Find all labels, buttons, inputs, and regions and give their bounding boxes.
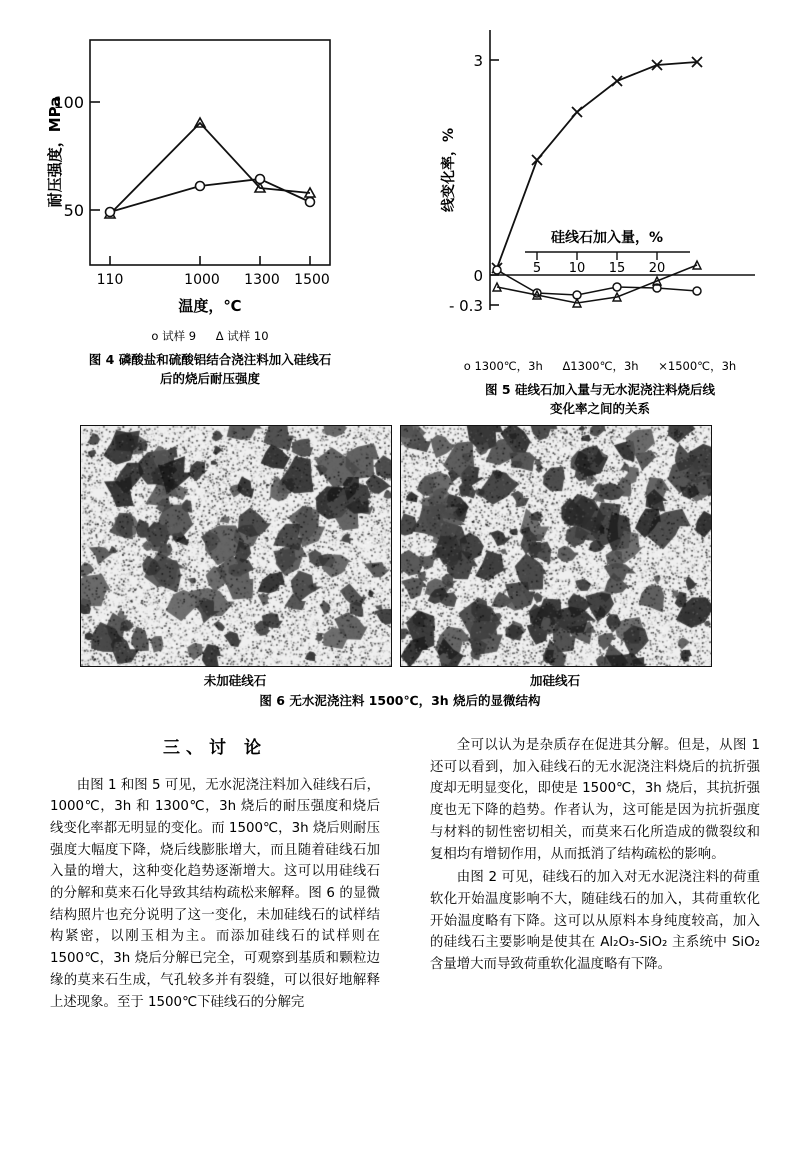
figure-4-legend-item-1: Δ 试样 10 <box>215 329 269 343</box>
figure-5-caption-line-2: 变化率之间的关系 <box>549 401 650 416</box>
figure-4-legend-item-0: o 试样 9 <box>151 329 197 343</box>
figure-4-caption-line-2: 后的烧后耐压强度 <box>159 371 260 386</box>
svg-text:15: 15 <box>608 261 626 276</box>
figure-4-svg <box>30 30 390 320</box>
figure-5-legend-item-1: Δ1300℃，3h <box>562 359 639 373</box>
figure-5-legend-item-2: ×1500℃，3h <box>658 359 737 373</box>
figure-5-ylabel: 线变化率，% <box>441 127 457 213</box>
body-column-left <box>50 735 380 1013</box>
micrograph-right-label: 加硅线石 <box>529 673 580 688</box>
figures-row <box>0 20 800 420</box>
svg-text:50: 50 <box>63 201 84 220</box>
svg-text:110: 110 <box>96 272 124 288</box>
figure-5-plot <box>415 20 785 354</box>
svg-text:5: 5 <box>532 261 542 276</box>
paragraph-right-2: 由图 2 可见，硅线石的加入对无水泥浇注料的荷重软化开始温度影响不大，随硅线石的加入，其荷重软化开始温度略有下降。这可以从原料本身纯度较高，加入的硅线石主要影响是使其在 Al₂O₃-SiO₂ 主系统中 SiO₂ 含量增大而导致荷重软化温度略有下降。 <box>430 870 760 973</box>
svg-text:10: 10 <box>568 261 586 276</box>
body-columns <box>50 735 760 1135</box>
figure-5-svg <box>415 20 785 350</box>
figure-4-legend <box>30 328 390 345</box>
svg-text:1500: 1500 <box>294 272 330 288</box>
paragraph-right-1: 全可以认为是杂质存在促进其分解。但是，从图 1 还可以看到，加入硅线石的无水泥浇注料烧后的抗折强度却无明显变化，即使是 1500℃，3h 烧后，其抗折强度也无下降的趋势。作者认为，这可能是因为抗折强度与材料的韧性密切相关，而莫来石化所造成的微裂纹和复相均有增韧作用，从而抵消了结构疏松的影响。 <box>430 738 760 862</box>
figure-5-xlabel: 硅线石加入量，% <box>550 230 664 246</box>
figure-4 <box>30 30 390 389</box>
svg-text:100: 100 <box>53 93 84 112</box>
figure-5-legend <box>415 358 785 375</box>
figure-4-ylabel: 耐压强度，MPa <box>46 96 64 208</box>
body-column-right <box>430 735 760 976</box>
micrograph-with-sillimanite <box>400 425 712 667</box>
svg-text:1000: 1000 <box>184 272 220 288</box>
figure-5-caption-line-1: 图 5 硅线石加入量与无水泥浇注料烧后线 <box>485 382 715 398</box>
micrograph-without-sillimanite <box>80 425 392 667</box>
figure-4-xlabel: 温度，℃ <box>178 297 242 315</box>
figure-4-caption <box>30 351 390 389</box>
svg-text:3: 3 <box>473 52 483 70</box>
paragraph-left-1: 由图 1 和图 5 可见，无水泥浇注料加入硅线石后，1000℃，3h 和 1300℃，3h 烧后的耐压强度和烧后线变化率都无明显的变化。而 1500℃，3h 烧后则耐压强度大幅度下降，烧后线膨胀增大，而且随着硅线石加入量的增大，这种变化趋势逐渐增大。这可以用硅线石的分解和莫来石化导致其结构疏松来解释。图 6 的显微结构照片也充分说明了这一变化，未加硅线石的试样结构紧密，以刚玉相为主。而添加硅线石的试样则在 1500℃，3h 烧后分解已完全，可观察到基质和颗粒边缘的莫来石生成，气孔较多并有裂缝，可以很好地解释上述现象。至于 1500℃下硅线石的分解完 <box>50 777 380 1010</box>
figure-4-plot <box>30 30 390 324</box>
figure-4-caption-line-1: 图 4 磷酸盐和硫酸铝结合浇注料加入硅线石 <box>88 352 332 368</box>
svg-text:0: 0 <box>473 267 483 285</box>
figure-5-caption <box>415 381 785 419</box>
svg-text:- 0.3: - 0.3 <box>448 297 483 315</box>
svg-text:1300: 1300 <box>244 272 280 288</box>
figure-6-caption: 图 6 无水泥浇注料 1500℃，3h 烧后的显微结构 <box>259 693 541 708</box>
section-title: 三、讨 论 <box>163 738 267 758</box>
micrograph-left-label: 未加硅线石 <box>203 673 267 688</box>
svg-text:20: 20 <box>648 261 666 276</box>
figure-5-legend-item-0: o 1300℃，3h <box>463 359 543 373</box>
figure-5 <box>415 20 785 419</box>
